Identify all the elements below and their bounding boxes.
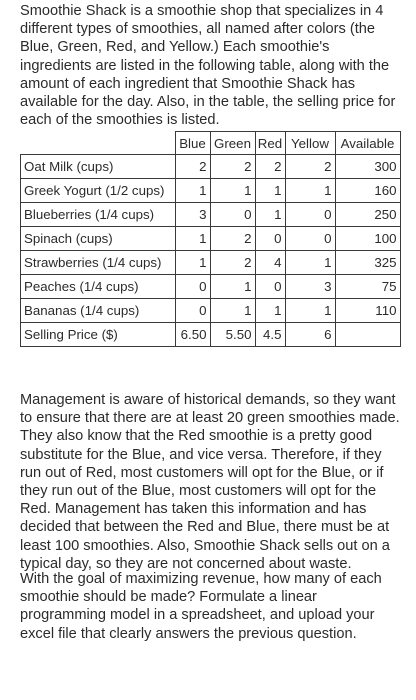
cell-red: 0 [255,275,285,299]
header-red: Red [255,132,285,155]
table-row [21,299,401,323]
cell-blue: 2 [175,155,210,179]
cell-red: 1 [255,203,285,227]
cell-blue: 1 [175,227,210,251]
header-green: Green [210,132,255,155]
cell-yellow: 2 [285,155,335,179]
cell-blue: 3 [175,203,210,227]
cell-green: 5.50 [210,323,255,347]
cell-available: 160 [335,179,400,203]
cell-blue: 1 [175,251,210,275]
row-label: Oat Milk (cups) [21,155,176,179]
cell-blue: 1 [175,179,210,203]
header-available: Available [335,132,400,155]
cell-available [335,323,400,347]
cell-available: 110 [335,299,400,323]
row-label: Strawberries (1/4 cups) [21,251,176,275]
row-label: Peaches (1/4 cups) [21,275,176,299]
table-row-price [21,323,401,347]
intro-paragraph: Smoothie Shack is a smoothie shop that specializes in 4 different types of smoothies, all named after colors (the Blue, Green, Red, and Yellow.) Each smoothie's ingredients are listed in the following table, along with the amount of each ingredient that Smoothie Shack has available for the day. Also, in the table, the selling price for each of the smoothies is listed. [20,3,396,129]
ingredients-table [20,131,401,347]
cell-red: 1 [255,179,285,203]
cell-available: 75 [335,275,400,299]
header-yellow: Yellow [285,132,335,155]
cell-yellow: 1 [285,299,335,323]
cell-red: 4.5 [255,323,285,347]
row-label: Bananas (1/4 cups) [21,299,176,323]
cell-yellow: 0 [285,203,335,227]
cell-available: 300 [335,155,400,179]
cell-green: 2 [210,227,255,251]
table-row [21,251,401,275]
header-blue: Blue [175,132,210,155]
row-label: Blueberries (1/4 cups) [21,203,176,227]
cell-green: 1 [210,179,255,203]
cell-red: 0 [255,227,285,251]
table-row [21,203,401,227]
row-label: Greek Yogurt (1/2 cups) [21,179,176,203]
table-row [21,155,401,179]
cell-blue: 0 [175,275,210,299]
management-paragraph: Management is aware of historical demands, so they want to ensure that there are at least 20 green smoothies made. They also know that the Red smoothie is a pretty good substitute for the Blue, and vice versa. Therefore, if they run out of Red, most customers will opt for the Blue, or if they run out of the Blue, most customers will opt for the Red. Management has taken this information and has decided that between the Red and Blue, there must be at least 100 smoothies. Also, Smoothie Shack sells out on a typical day, so they are not concerned about waste. [20,392,400,572]
cell-available: 250 [335,203,400,227]
cell-red: 2 [255,155,285,179]
question-paragraph: With the goal of maximizing revenue, how many of each smoothie should be made? Formulate a linear programming model in a spreadsheet, and upload your excel file that clearly answers the previous question. [20,571,382,642]
cell-blue: 6.50 [175,323,210,347]
cell-available: 100 [335,227,400,251]
cell-yellow: 1 [285,179,335,203]
row-label: Selling Price ($) [21,323,176,347]
cell-blue: 0 [175,299,210,323]
cell-green: 2 [210,155,255,179]
cell-available: 325 [335,251,400,275]
cell-green: 2 [210,251,255,275]
cell-green: 1 [210,275,255,299]
cell-yellow: 0 [285,227,335,251]
cell-red: 1 [255,299,285,323]
table-row [21,275,401,299]
cell-yellow: 1 [285,251,335,275]
cell-red: 4 [255,251,285,275]
table-row [21,179,401,203]
row-label: Spinach (cups) [21,227,176,251]
header-corner [21,132,176,155]
cell-yellow: 3 [285,275,335,299]
table-header-row [21,132,401,155]
cell-green: 1 [210,299,255,323]
cell-yellow: 6 [285,323,335,347]
cell-green: 0 [210,203,255,227]
table-row [21,227,401,251]
